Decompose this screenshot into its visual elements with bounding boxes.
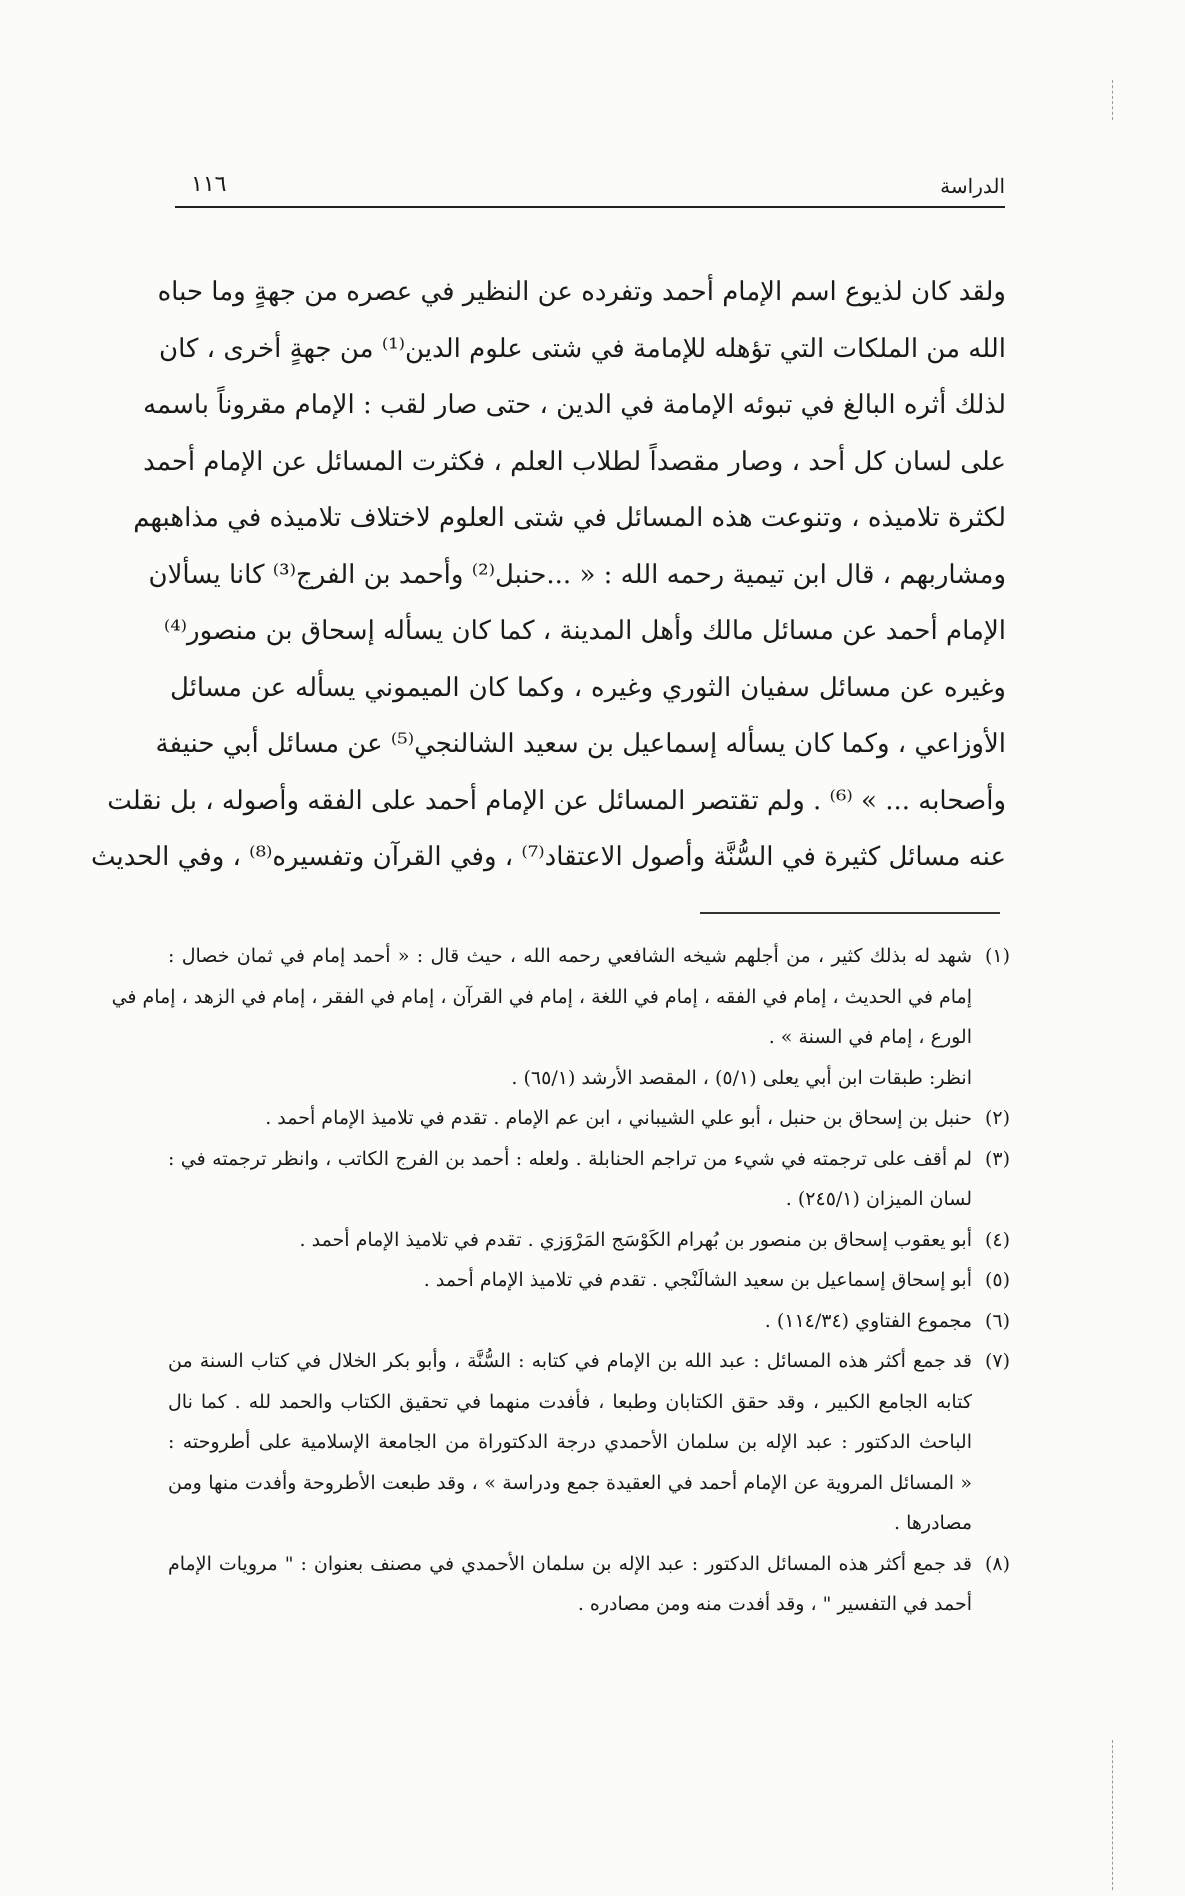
footnote-line: أبو يعقوب إسحاق بن منصور بن بُهرام الكَوْسَج المَرْوَزي . تقدم في تلاميذ الإمام أحمد . xyxy=(299,1228,972,1251)
body-line: وأصحابه ... » ⁽⁶⁾ . ولم تقتصر المسائل عن الإمام أحمد على الفقه وأصوله ، بل نقلت xyxy=(107,785,1006,816)
footnote-marker: (٨) xyxy=(984,1552,1010,1575)
footnote-line: لم أقف على ترجمته في شيء من تراجم الحنابلة . ولعله : أحمد بن الفرج الكاتب ، وانظر ترجمته في : xyxy=(168,1147,972,1170)
scan-margin-mark xyxy=(1112,1740,1113,1890)
footnote-line: أحمد في التفسير " ، وقد أفدت منه ومن مصادره . xyxy=(577,1593,972,1615)
scan-margin-mark xyxy=(1112,80,1113,120)
footnote-line: مجموع الفتاوي (١١٤/٣٤) . xyxy=(764,1309,972,1332)
body-line: ولقد كان لذيوع اسم الإمام أحمد وتفرده عن النظير في عصره من جهةٍ وما حباه xyxy=(157,277,1006,307)
running-header xyxy=(175,170,1005,208)
footnote-line: لسان الميزان (٢٤٥/١) . xyxy=(785,1188,972,1210)
footnote-6 xyxy=(168,1301,1010,1342)
footnote-line: قد جمع أكثر هذه المسائل : عبد الله بن الإمام في كتابه : السُّنَّة ، وأبو بكر الخلال في كتاب السنة من xyxy=(168,1350,972,1372)
footnote-marker: (٧) xyxy=(984,1350,1010,1372)
body-line: على لسان كل أحد ، وصار مقصداً لطلاب العلم ، فكثرت المسائل عن الإمام أحمد xyxy=(143,446,1006,477)
footnote-line: حنبل بن إسحاق بن حنبل ، أبو علي الشيباني ، ابن عم الإمام . تقدم في تلاميذ الإمام أحمد . xyxy=(265,1107,972,1129)
footnote-line: انظر: طبقات ابن أبي يعلى (٥/١) ، المقصد الأرشد (٦٥/١) . xyxy=(511,1066,972,1089)
footnote-line: إمام في الحديث ، إمام في الفقه ، إمام في اللغة ، إمام في القرآن ، إمام في الفقر ، إمام في الزهد ، إمام في xyxy=(111,985,972,1008)
footnote-line: الباحث الدكتور : عبد الإله بن سلمان الأحمدي درجة الدكتوراة من الجامعة الإسلامية على أطروحته : xyxy=(168,1431,972,1453)
body-line: عنه مسائل كثيرة في السُّنَّة وأصول الاعتقاد⁽⁷⁾ ، وفي القرآن وتفسيره⁽⁸⁾ ، وفي الحديث xyxy=(91,842,1006,872)
footnote-line: كتابه الجامع الكبير ، وقد حقق الكتابان وطبعا ، فأفدت منهما في تحقيق الكتاب والحمد لله . كما نال xyxy=(168,1390,972,1413)
footnotes xyxy=(111,936,1010,1625)
footnote-marker: (٣) xyxy=(984,1147,1010,1170)
page-number: ١١٦ xyxy=(191,172,227,197)
footnote-marker: (١) xyxy=(984,945,1010,967)
body-line: وغيره عن مسائل سفيان الثوري وغيره ، وكما كان الميموني يسأله عن مسائل xyxy=(170,672,1006,703)
footnote-line: شهد له بذلك كثير ، من أجلهم شيخه الشافعي رحمه الله ، حيث قال : « أحمد إمام في ثمان خصال : xyxy=(168,945,972,967)
footnote-line: الورع ، إمام في السنة » . xyxy=(768,1026,972,1048)
footnote-4 xyxy=(168,1220,1010,1261)
body-line: ومشاربهم ، قال ابن تيمية رحمه الله : « ...حنبل⁽²⁾ وأحمد بن الفرج⁽³⁾ كانا يسألان xyxy=(148,559,1006,590)
body-line: الأوزاعي ، وكما كان يسأله إسماعيل بن سعيد الشالنجي⁽⁵⁾ عن مسائل أبي حنيفة xyxy=(155,729,1006,759)
section-title: الدراسة xyxy=(940,174,1005,198)
footnote-marker: (٦) xyxy=(984,1309,1010,1332)
footnote-marker: (٥) xyxy=(984,1269,1010,1291)
body-line: لذلك أثره البالغ في تبوئه الإمامة في الدين ، حتى صار لقب : الإمام مقروناً باسمه xyxy=(143,390,1006,420)
footnote-marker: (٢) xyxy=(984,1107,1010,1129)
footnote-line: « المسائل المروية عن الإمام أحمد في العقيدة جمع ودراسة » ، وقد طبعت الأطروحة وأفدت منها ومن xyxy=(168,1471,972,1494)
footnote-line: مصادرها . xyxy=(894,1512,972,1534)
body-line: الإمام أحمد عن مسائل مالك وأهل المدينة ، كما كان يسأله إسحاق بن منصور⁽⁴⁾ xyxy=(163,616,1006,646)
header-rule xyxy=(175,206,1005,208)
footnote-2 xyxy=(168,1098,1010,1139)
main-text xyxy=(91,264,1006,886)
footnote-5 xyxy=(168,1260,1010,1301)
footnote-3 xyxy=(168,1139,1010,1220)
footnote-7 xyxy=(168,1341,1010,1544)
footnote-line: قد جمع أكثر هذه المسائل الدكتور : عبد الإله بن سلمان الأحمدي في مصنف بعنوان : " مرويات الإمام xyxy=(168,1552,972,1575)
footnote-line: أبو إسحاق إسماعيل بن سعيد الشالَنْجي . تقدم في تلاميذ الإمام أحمد . xyxy=(423,1269,972,1291)
footnote-8 xyxy=(168,1544,1010,1625)
body-line: الله من الملكات التي تؤهله للإمامة في شتى علوم الدين⁽¹⁾ من جهةٍ أخرى ، كان xyxy=(159,333,1006,364)
body-line: لكثرة تلاميذه ، وتنوعت هذه المسائل في شتى العلوم لاختلاف تلاميذه في مذاهبهم xyxy=(133,503,1006,533)
footnote-separator xyxy=(700,912,1000,914)
footnote-marker: (٤) xyxy=(984,1228,1010,1251)
footnote-1 xyxy=(111,936,1010,1098)
